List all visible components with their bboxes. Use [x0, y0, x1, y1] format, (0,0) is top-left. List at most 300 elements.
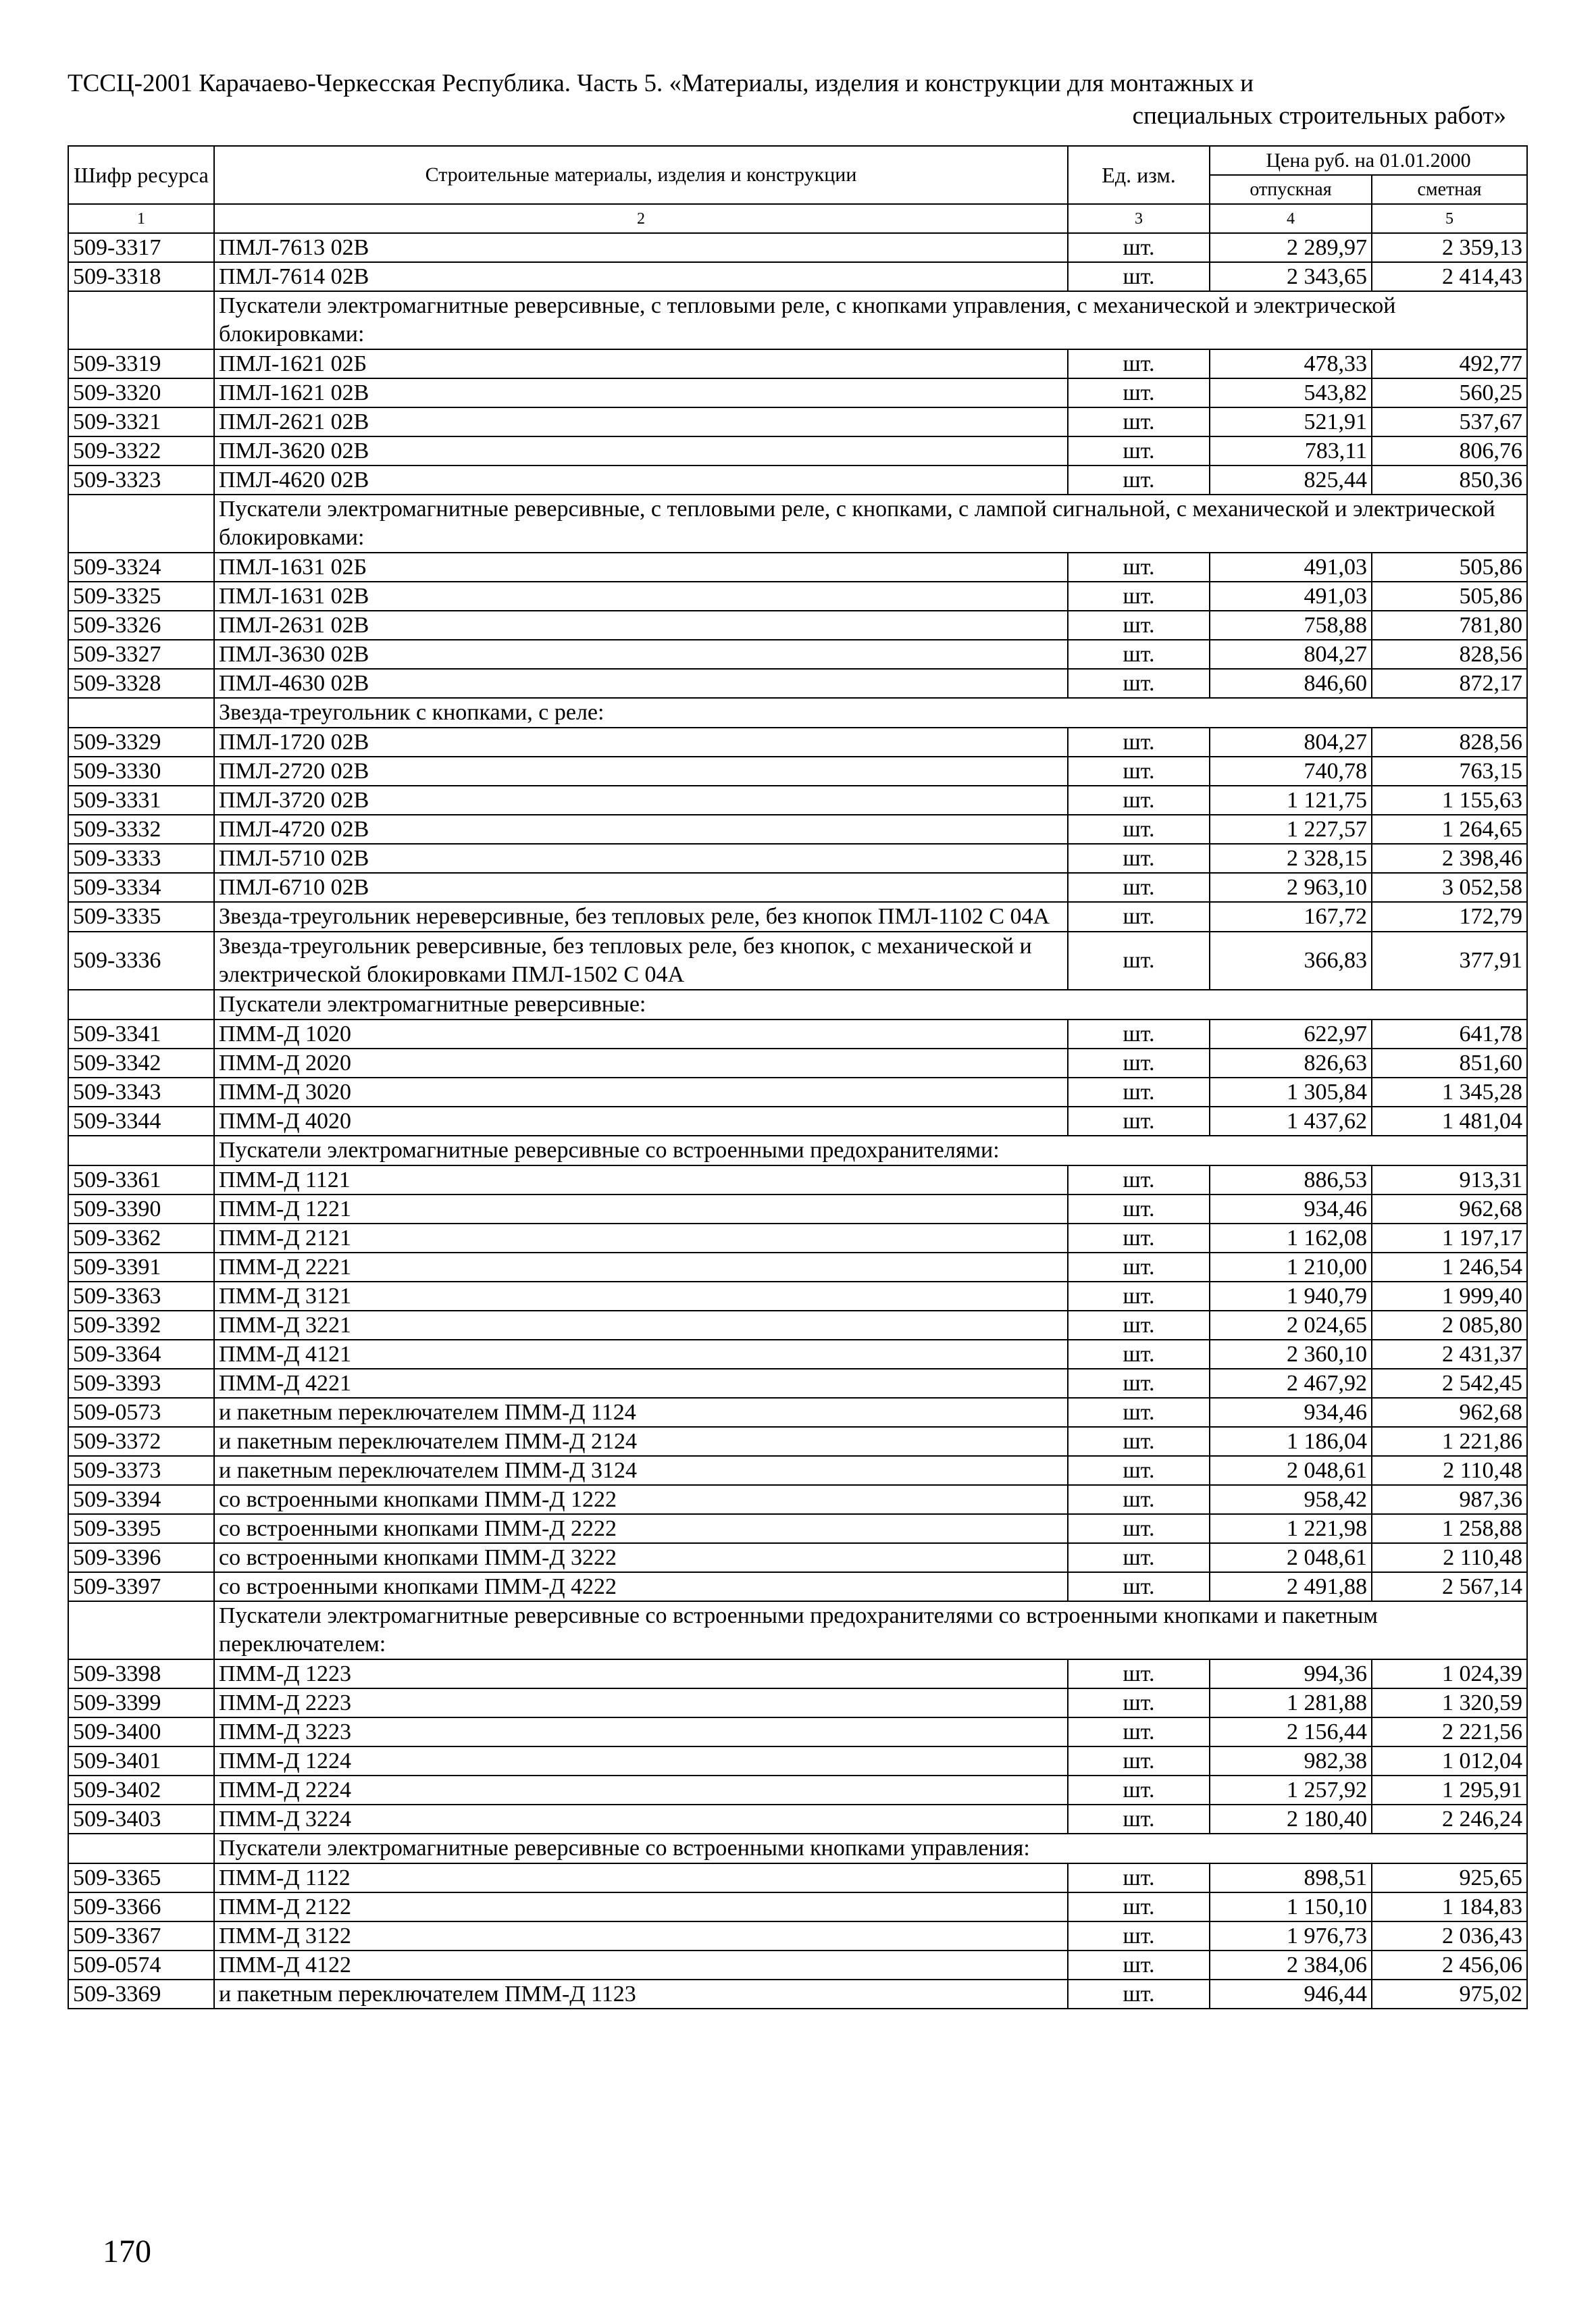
- price-table: [68, 145, 1528, 2009]
- price-release: 1 210,00: [1210, 1253, 1372, 1282]
- price-estimate: 641,78: [1372, 1020, 1527, 1049]
- resource-code: 509-3336: [68, 932, 214, 990]
- resource-code: 509-3363: [68, 1282, 214, 1311]
- material-name: и пакетным переключателем ПММ-Д 3124: [214, 1456, 1068, 1485]
- group-code-cell: [68, 698, 214, 728]
- group-code-cell: [68, 495, 214, 553]
- table-row: [68, 932, 1527, 990]
- material-name: ПММ-Д 2223: [214, 1688, 1068, 1717]
- resource-code: 509-3391: [68, 1253, 214, 1282]
- table-row: [68, 640, 1527, 669]
- table-row: [68, 349, 1527, 378]
- price-release: 946,44: [1210, 1980, 1372, 2009]
- group-code-cell: [68, 990, 214, 1020]
- material-name: ПММ-Д 2020: [214, 1049, 1068, 1078]
- unit: шт.: [1068, 1165, 1210, 1194]
- table-row: [68, 233, 1527, 262]
- unit: шт.: [1068, 1369, 1210, 1398]
- price-estimate: 1 024,39: [1372, 1659, 1527, 1688]
- col-header-name: Строительные материалы, изделия и конструкции: [214, 146, 1068, 204]
- price-release: 1 186,04: [1210, 1427, 1372, 1456]
- table-row: [68, 582, 1527, 611]
- unit: шт.: [1068, 1717, 1210, 1746]
- group-heading: Пускатели электромагнитные реверсивные со встроенными кнопками управления:: [214, 1834, 1527, 1863]
- material-name: ПМЛ-7613 02В: [214, 233, 1068, 262]
- unit: шт.: [1068, 1078, 1210, 1107]
- price-estimate: 925,65: [1372, 1863, 1527, 1892]
- unit: шт.: [1068, 844, 1210, 873]
- table-row: [68, 1253, 1527, 1282]
- table-row: [68, 1863, 1527, 1892]
- unit: шт.: [1068, 786, 1210, 815]
- price-release: 1 305,84: [1210, 1078, 1372, 1107]
- header-line-2: специальных строительных работ»: [1132, 102, 1506, 130]
- unit: шт.: [1068, 1776, 1210, 1805]
- group-code-cell: [68, 1834, 214, 1863]
- price-estimate: 1 481,04: [1372, 1107, 1527, 1136]
- resource-code: 509-3369: [68, 1980, 214, 2009]
- material-name: ПМЛ-2720 02В: [214, 757, 1068, 786]
- material-name: ПММ-Д 3223: [214, 1717, 1068, 1746]
- unit: шт.: [1068, 1980, 1210, 2009]
- resource-code: 509-3327: [68, 640, 214, 669]
- resource-code: 509-3342: [68, 1049, 214, 1078]
- price-estimate: 828,56: [1372, 728, 1527, 757]
- unit: шт.: [1068, 1194, 1210, 1224]
- price-release: 982,38: [1210, 1746, 1372, 1776]
- table-row: [68, 1369, 1527, 1398]
- unit: шт.: [1068, 1688, 1210, 1717]
- price-estimate: 1 320,59: [1372, 1688, 1527, 1717]
- resource-code: 509-3373: [68, 1456, 214, 1485]
- header-line-1: ТССЦ-2001 Карачаево-Черкесская Республика. Часть 5. «Материалы, изделия и конструкции для монтажных и: [68, 70, 1254, 97]
- price-estimate: 2 431,37: [1372, 1340, 1527, 1369]
- resource-code: 509-3393: [68, 1369, 214, 1398]
- unit: шт.: [1068, 611, 1210, 640]
- material-name: ПММ-Д 2224: [214, 1776, 1068, 1805]
- price-release: 167,72: [1210, 902, 1372, 932]
- price-release: 2 024,65: [1210, 1311, 1372, 1340]
- material-name: со встроенными кнопками ПММ-Д 1222: [214, 1485, 1068, 1514]
- material-name: со встроенными кнопками ПММ-Д 4222: [214, 1572, 1068, 1601]
- price-estimate: 505,86: [1372, 553, 1527, 582]
- price-release: 491,03: [1210, 553, 1372, 582]
- table-row: [68, 1049, 1527, 1078]
- resource-code: 509-0574: [68, 1951, 214, 1980]
- price-estimate: 2 036,43: [1372, 1921, 1527, 1951]
- unit: шт.: [1068, 553, 1210, 582]
- resource-code: 509-3392: [68, 1311, 214, 1340]
- unit: шт.: [1068, 349, 1210, 378]
- table-row: [68, 1165, 1527, 1194]
- material-name: ПМЛ-6710 02В: [214, 873, 1068, 902]
- price-release: 1 162,08: [1210, 1224, 1372, 1253]
- table-body: [68, 233, 1527, 2009]
- resource-code: 509-3323: [68, 466, 214, 495]
- price-estimate: 2 567,14: [1372, 1572, 1527, 1601]
- price-estimate: 872,17: [1372, 669, 1527, 698]
- price-estimate: 2 110,48: [1372, 1543, 1527, 1572]
- unit: шт.: [1068, 1543, 1210, 1572]
- material-name: ПММ-Д 3020: [214, 1078, 1068, 1107]
- group-heading-row: [68, 495, 1527, 553]
- price-estimate: 1 345,28: [1372, 1078, 1527, 1107]
- material-name: ПМЛ-2621 02В: [214, 407, 1068, 436]
- material-name: Звезда-треугольник нереверсивные, без тепловых реле, без кнопок ПМЛ-1102 С 04А: [214, 902, 1068, 932]
- group-heading: Пускатели электромагнитные реверсивные со встроенными предохранителями:: [214, 1136, 1527, 1165]
- group-heading: Пускатели электромагнитные реверсивные:: [214, 990, 1527, 1020]
- group-heading: Пускатели электромагнитные реверсивные, с тепловыми реле, с кнопками, с лампой сигнальной, с механической и электрической блокировками:: [214, 495, 1527, 553]
- resource-code: 509-3366: [68, 1892, 214, 1921]
- price-estimate: 1 221,86: [1372, 1427, 1527, 1456]
- price-release: 543,82: [1210, 378, 1372, 407]
- resource-code: 509-3372: [68, 1427, 214, 1456]
- material-name: ПММ-Д 1224: [214, 1746, 1068, 1776]
- col-header-price-group: Цена руб. на 01.01.2000: [1210, 146, 1527, 175]
- price-release: 1 221,98: [1210, 1514, 1372, 1543]
- resource-code: 509-3329: [68, 728, 214, 757]
- table-row: [68, 669, 1527, 698]
- price-release: 1 121,75: [1210, 786, 1372, 815]
- col-header-price2: сметная: [1372, 175, 1527, 204]
- resource-code: 509-3396: [68, 1543, 214, 1572]
- unit: шт.: [1068, 1398, 1210, 1427]
- price-estimate: 505,86: [1372, 582, 1527, 611]
- price-estimate: 2 246,24: [1372, 1805, 1527, 1834]
- unit: шт.: [1068, 1746, 1210, 1776]
- price-release: 478,33: [1210, 349, 1372, 378]
- price-release: 958,42: [1210, 1485, 1372, 1514]
- group-heading-row: [68, 698, 1527, 728]
- unit: шт.: [1068, 1340, 1210, 1369]
- price-release: 2 467,92: [1210, 1369, 1372, 1398]
- material-name: ПМЛ-3630 02В: [214, 640, 1068, 669]
- price-estimate: 1 012,04: [1372, 1746, 1527, 1776]
- price-release: 491,03: [1210, 582, 1372, 611]
- material-name: ПММ-Д 3224: [214, 1805, 1068, 1834]
- table-row: [68, 1921, 1527, 1951]
- price-estimate: 806,76: [1372, 436, 1527, 466]
- resource-code: 509-3399: [68, 1688, 214, 1717]
- material-name: ПМЛ-7614 02В: [214, 262, 1068, 291]
- resource-code: 509-3361: [68, 1165, 214, 1194]
- col-header-code: Шифр ресурса: [68, 146, 214, 204]
- material-name: ПММ-Д 2121: [214, 1224, 1068, 1253]
- price-estimate: 537,67: [1372, 407, 1527, 436]
- material-name: ПМЛ-1621 02В: [214, 378, 1068, 407]
- price-release: 1 150,10: [1210, 1892, 1372, 1921]
- col-number: 5: [1372, 204, 1527, 233]
- material-name: ПМЛ-4630 02В: [214, 669, 1068, 698]
- price-estimate: 2 542,45: [1372, 1369, 1527, 1398]
- price-estimate: 377,91: [1372, 932, 1527, 990]
- price-release: 1 257,92: [1210, 1776, 1372, 1805]
- price-release: 1 281,88: [1210, 1688, 1372, 1717]
- price-estimate: 962,68: [1372, 1398, 1527, 1427]
- material-name: ПММ-Д 3121: [214, 1282, 1068, 1311]
- unit: шт.: [1068, 902, 1210, 932]
- table-row: [68, 553, 1527, 582]
- table-row: [68, 1543, 1527, 1572]
- material-name: ПММ-Д 3221: [214, 1311, 1068, 1340]
- price-estimate: 1 155,63: [1372, 786, 1527, 815]
- resource-code: 509-3330: [68, 757, 214, 786]
- price-release: 2 048,61: [1210, 1543, 1372, 1572]
- price-release: 2 328,15: [1210, 844, 1372, 873]
- resource-code: 509-3344: [68, 1107, 214, 1136]
- price-estimate: 3 052,58: [1372, 873, 1527, 902]
- unit: шт.: [1068, 1892, 1210, 1921]
- price-release: 1 940,79: [1210, 1282, 1372, 1311]
- table-row: [68, 1398, 1527, 1427]
- price-release: 758,88: [1210, 611, 1372, 640]
- price-estimate: 987,36: [1372, 1485, 1527, 1514]
- material-name: ПММ-Д 4121: [214, 1340, 1068, 1369]
- material-name: ПМЛ-1631 02В: [214, 582, 1068, 611]
- resource-code: 509-3403: [68, 1805, 214, 1834]
- price-release: 2 963,10: [1210, 873, 1372, 902]
- unit: шт.: [1068, 262, 1210, 291]
- price-estimate: 781,80: [1372, 611, 1527, 640]
- unit: шт.: [1068, 407, 1210, 436]
- unit: шт.: [1068, 1951, 1210, 1980]
- price-estimate: 1 264,65: [1372, 815, 1527, 844]
- price-estimate: 2 110,48: [1372, 1456, 1527, 1485]
- price-estimate: 1 184,83: [1372, 1892, 1527, 1921]
- table-row: [68, 436, 1527, 466]
- price-release: 2 360,10: [1210, 1340, 1372, 1369]
- unit: шт.: [1068, 582, 1210, 611]
- price-release: 934,46: [1210, 1398, 1372, 1427]
- price-estimate: 851,60: [1372, 1049, 1527, 1078]
- unit: шт.: [1068, 1485, 1210, 1514]
- unit: шт.: [1068, 1921, 1210, 1951]
- price-release: 366,83: [1210, 932, 1372, 990]
- table-row: [68, 728, 1527, 757]
- unit: шт.: [1068, 728, 1210, 757]
- table-row: [68, 815, 1527, 844]
- price-estimate: 1 246,54: [1372, 1253, 1527, 1282]
- price-release: 804,27: [1210, 640, 1372, 669]
- price-release: 898,51: [1210, 1863, 1372, 1892]
- table-row: [68, 1717, 1527, 1746]
- unit: шт.: [1068, 436, 1210, 466]
- material-name: ПМЛ-3720 02В: [214, 786, 1068, 815]
- group-heading: Звезда-треугольник с кнопками, с реле:: [214, 698, 1527, 728]
- group-heading: Пускатели электромагнитные реверсивные со встроенными предохранителями со встроенными кнопками и пакетным переключателем:: [214, 1601, 1527, 1659]
- material-name: ПМЛ-1631 02Б: [214, 553, 1068, 582]
- price-release: 2 491,88: [1210, 1572, 1372, 1601]
- resource-code: 509-3398: [68, 1659, 214, 1688]
- resource-code: 509-3365: [68, 1863, 214, 1892]
- group-heading-row: [68, 1834, 1527, 1863]
- table-row: [68, 1107, 1527, 1136]
- table-row: [68, 611, 1527, 640]
- resource-code: 509-3400: [68, 1717, 214, 1746]
- material-name: ПМЛ-5710 02В: [214, 844, 1068, 873]
- resource-code: 509-3341: [68, 1020, 214, 1049]
- resource-code: 509-3333: [68, 844, 214, 873]
- resource-code: 509-3325: [68, 582, 214, 611]
- price-estimate: 2 221,56: [1372, 1717, 1527, 1746]
- material-name: ПММ-Д 2221: [214, 1253, 1068, 1282]
- resource-code: 509-3320: [68, 378, 214, 407]
- table-row: [68, 1427, 1527, 1456]
- resource-code: 509-3394: [68, 1485, 214, 1514]
- price-release: 804,27: [1210, 728, 1372, 757]
- unit: шт.: [1068, 1282, 1210, 1311]
- table-row: [68, 1892, 1527, 1921]
- price-release: 2 289,97: [1210, 233, 1372, 262]
- table-row: [68, 262, 1527, 291]
- table-row: [68, 1485, 1527, 1514]
- unit: шт.: [1068, 873, 1210, 902]
- price-estimate: 828,56: [1372, 640, 1527, 669]
- material-name: со встроенными кнопками ПММ-Д 3222: [214, 1543, 1068, 1572]
- material-name: ПММ-Д 4122: [214, 1951, 1068, 1980]
- resource-code: 509-3364: [68, 1340, 214, 1369]
- unit: шт.: [1068, 1049, 1210, 1078]
- material-name: ПММ-Д 1020: [214, 1020, 1068, 1049]
- resource-code: 509-3324: [68, 553, 214, 582]
- material-name: Звезда-треугольник реверсивные, без тепловых реле, без кнопок, с механической и электрической блокировками ПМЛ-1502 С 04А: [214, 932, 1068, 990]
- resource-code: 509-3332: [68, 815, 214, 844]
- unit: шт.: [1068, 1253, 1210, 1282]
- col-number: 2: [214, 204, 1068, 233]
- table-row: [68, 1020, 1527, 1049]
- resource-code: 509-3367: [68, 1921, 214, 1951]
- price-release: 826,63: [1210, 1049, 1372, 1078]
- unit: шт.: [1068, 669, 1210, 698]
- table-row: [68, 1688, 1527, 1717]
- table-row: [68, 1980, 1527, 2009]
- price-estimate: 2 359,13: [1372, 233, 1527, 262]
- group-code-cell: [68, 291, 214, 349]
- price-estimate: 962,68: [1372, 1194, 1527, 1224]
- unit: шт.: [1068, 815, 1210, 844]
- material-name: ПМЛ-3620 02В: [214, 436, 1068, 466]
- price-estimate: 1 197,17: [1372, 1224, 1527, 1253]
- table-row: [68, 1776, 1527, 1805]
- table-row: [68, 1078, 1527, 1107]
- table-row: [68, 786, 1527, 815]
- material-name: и пакетным переключателем ПММ-Д 2124: [214, 1427, 1068, 1456]
- group-heading-row: [68, 291, 1527, 349]
- material-name: ПММ-Д 1122: [214, 1863, 1068, 1892]
- col-number: 4: [1210, 204, 1372, 233]
- unit: шт.: [1068, 1456, 1210, 1485]
- resource-code: 509-3318: [68, 262, 214, 291]
- price-estimate: 763,15: [1372, 757, 1527, 786]
- resource-code: 509-3395: [68, 1514, 214, 1543]
- price-estimate: 1 295,91: [1372, 1776, 1527, 1805]
- resource-code: 509-3402: [68, 1776, 214, 1805]
- material-name: ПММ-Д 2122: [214, 1892, 1068, 1921]
- table-row: [68, 1572, 1527, 1601]
- table-row: [68, 1456, 1527, 1485]
- resource-code: 509-3331: [68, 786, 214, 815]
- material-name: ПММ-Д 3122: [214, 1921, 1068, 1951]
- price-release: 934,46: [1210, 1194, 1372, 1224]
- unit: шт.: [1068, 1020, 1210, 1049]
- material-name: ПМЛ-1621 02Б: [214, 349, 1068, 378]
- table-row: [68, 873, 1527, 902]
- price-release: 783,11: [1210, 436, 1372, 466]
- price-estimate: 172,79: [1372, 902, 1527, 932]
- price-estimate: 1 999,40: [1372, 1282, 1527, 1311]
- table-row: [68, 844, 1527, 873]
- price-estimate: 2 414,43: [1372, 262, 1527, 291]
- table-row: [68, 1746, 1527, 1776]
- col-header-unit: Ед. изм.: [1068, 146, 1210, 204]
- table-row: [68, 902, 1527, 932]
- unit: шт.: [1068, 233, 1210, 262]
- material-name: со встроенными кнопками ПММ-Д 2222: [214, 1514, 1068, 1543]
- table-row: [68, 1311, 1527, 1340]
- table-row: [68, 378, 1527, 407]
- resource-code: 509-3401: [68, 1746, 214, 1776]
- table-row: [68, 1514, 1527, 1543]
- unit: шт.: [1068, 1107, 1210, 1136]
- material-name: ПММ-Д 4020: [214, 1107, 1068, 1136]
- group-code-cell: [68, 1136, 214, 1165]
- page-header: [68, 68, 1506, 132]
- col-number: 1: [68, 204, 214, 233]
- col-header-price1: отпускная: [1210, 175, 1372, 204]
- resource-code: 509-3390: [68, 1194, 214, 1224]
- group-heading-row: [68, 990, 1527, 1020]
- group-heading-row: [68, 1601, 1527, 1659]
- resource-code: 509-3319: [68, 349, 214, 378]
- table-row: [68, 407, 1527, 436]
- unit: шт.: [1068, 1311, 1210, 1340]
- resource-code: 509-3321: [68, 407, 214, 436]
- resource-code: 509-3343: [68, 1078, 214, 1107]
- resource-code: 509-3397: [68, 1572, 214, 1601]
- unit: шт.: [1068, 1572, 1210, 1601]
- table-row: [68, 1805, 1527, 1834]
- price-estimate: 913,31: [1372, 1165, 1527, 1194]
- resource-code: 509-3362: [68, 1224, 214, 1253]
- price-estimate: 560,25: [1372, 378, 1527, 407]
- unit: шт.: [1068, 1805, 1210, 1834]
- resource-code: 509-3328: [68, 669, 214, 698]
- unit: шт.: [1068, 1863, 1210, 1892]
- col-number: 3: [1068, 204, 1210, 233]
- unit: шт.: [1068, 466, 1210, 495]
- unit: шт.: [1068, 640, 1210, 669]
- group-heading: Пускатели электромагнитные реверсивные, с тепловыми реле, с кнопками управления, с механической и электрической блокировками:: [214, 291, 1527, 349]
- price-estimate: 2 456,06: [1372, 1951, 1527, 1980]
- price-estimate: 975,02: [1372, 1980, 1527, 2009]
- material-name: ПММ-Д 1223: [214, 1659, 1068, 1688]
- price-release: 521,91: [1210, 407, 1372, 436]
- group-code-cell: [68, 1601, 214, 1659]
- price-estimate: 850,36: [1372, 466, 1527, 495]
- price-estimate: 2 398,46: [1372, 844, 1527, 873]
- price-estimate: 1 258,88: [1372, 1514, 1527, 1543]
- price-release: 740,78: [1210, 757, 1372, 786]
- price-release: 1 227,57: [1210, 815, 1372, 844]
- table-row: [68, 757, 1527, 786]
- unit: шт.: [1068, 1224, 1210, 1253]
- material-name: и пакетным переключателем ПММ-Д 1124: [214, 1398, 1068, 1427]
- resource-code: 509-3322: [68, 436, 214, 466]
- material-name: ПМЛ-1720 02В: [214, 728, 1068, 757]
- unit: шт.: [1068, 1659, 1210, 1688]
- price-release: 2 180,40: [1210, 1805, 1372, 1834]
- price-release: 846,60: [1210, 669, 1372, 698]
